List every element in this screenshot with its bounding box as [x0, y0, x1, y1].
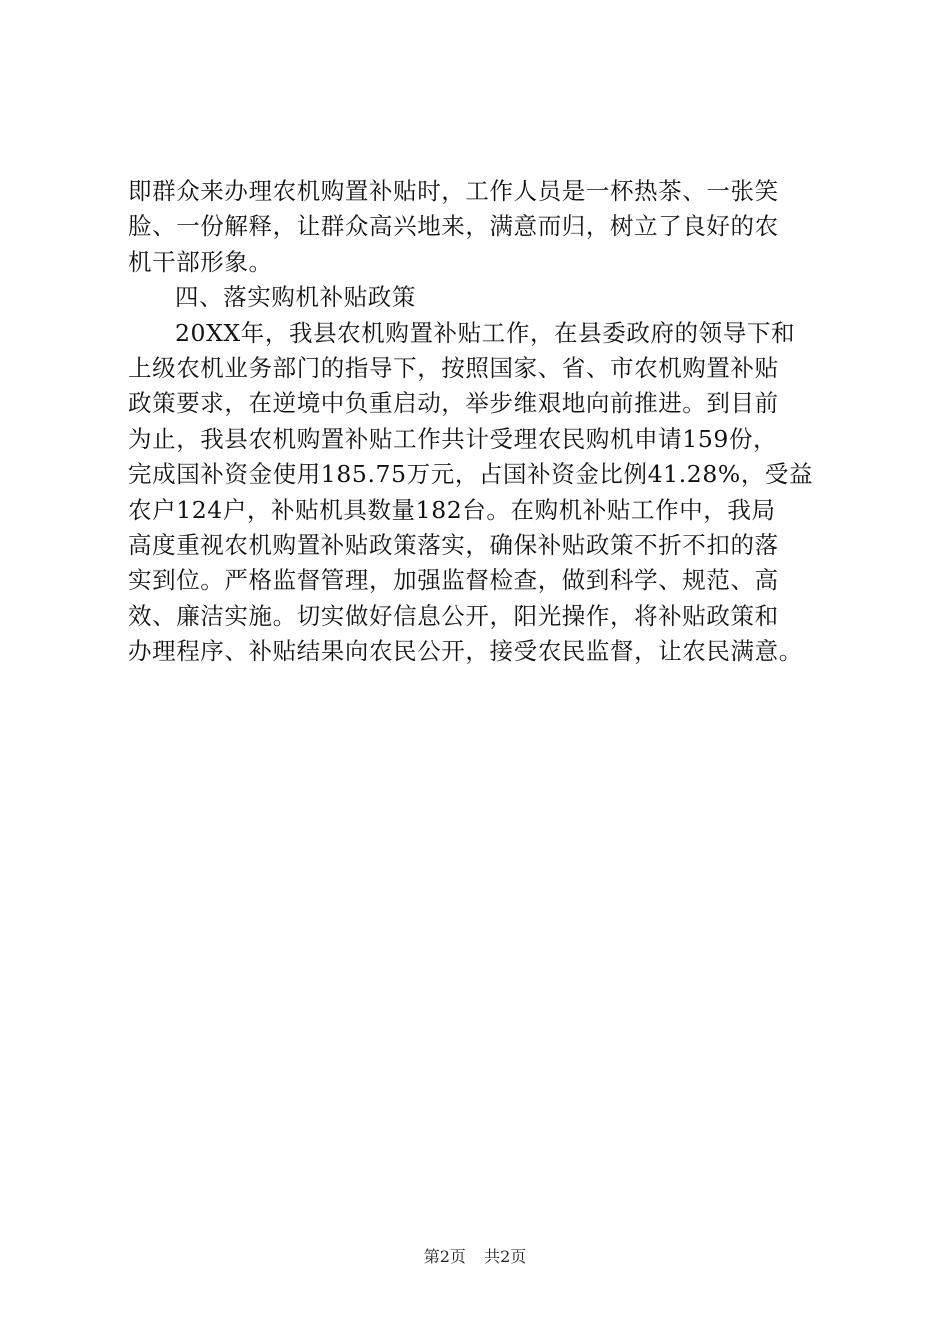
page-number: 第2页	[423, 1247, 466, 1266]
paragraph-line: 20XX年，我县农机购置补贴工作，在县委政府的领导下和	[175, 318, 796, 347]
document-body	[128, 174, 868, 670]
paragraph-line: 政策要求，在逆境中负重启动，举步维艰地向前推进。到目前	[128, 389, 779, 418]
paragraph-line: 办理程序、补贴结果向农民公开，接受农民监督，让农民满意。	[128, 637, 803, 666]
page-total: 共2页	[484, 1247, 527, 1266]
paragraph-line: 高度重视农机购置补贴政策落实，确保补贴政策不折不扣的落	[128, 531, 779, 560]
paragraph-line: 即群众来办理农机购置补贴时，工作人员是一杯热茶、一张笑	[128, 177, 779, 205]
paragraph-line: 为止，我县农机购置补贴工作共计受理农民购机申请159份，	[128, 424, 778, 453]
paragraph-line: 机干部形象。	[128, 247, 273, 276]
section-heading: 四、落实购机补贴政策	[175, 283, 416, 312]
paragraph-line: 完成国补资金使用185.75万元，占国补资金比例41.28%，受益	[128, 460, 814, 489]
page-footer	[0, 1244, 950, 1267]
paragraph-line: 上级农机业务部门的指导下，按照国家、省、市农机购置补贴	[128, 354, 779, 383]
paragraph-line: 脸、一份解释，让群众高兴地来，满意而归，树立了良好的农	[128, 212, 779, 241]
paragraph-line: 实到位。严格监督管理，加强监督检查，做到科学、规范、高	[128, 566, 779, 595]
paragraph-line: 农户124户，补贴机具数量182台。在购机补贴工作中，我局	[128, 495, 776, 524]
paragraph-line: 效、廉洁实施。切实做好信息公开，阳光操作，将补贴政策和	[128, 601, 779, 630]
